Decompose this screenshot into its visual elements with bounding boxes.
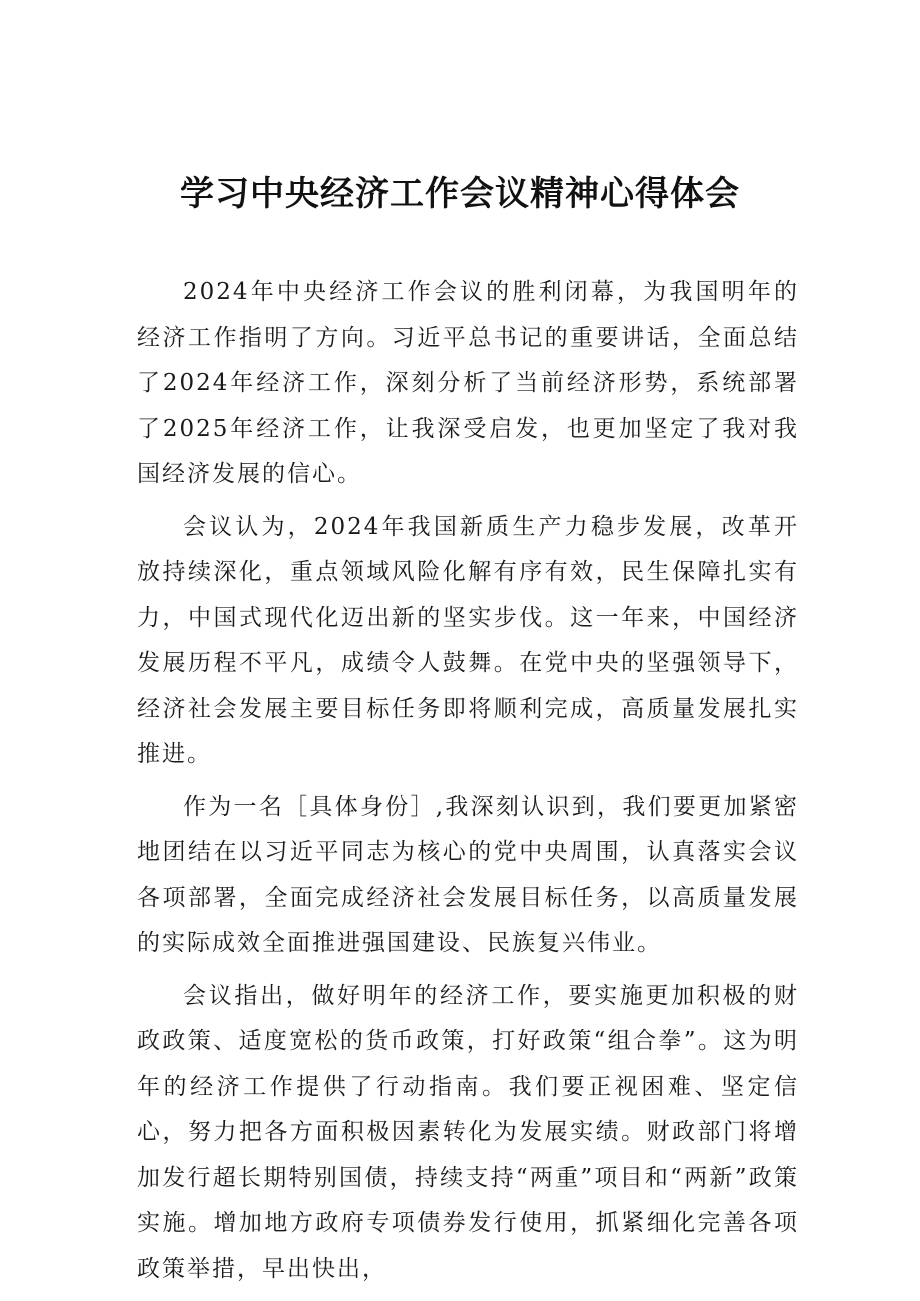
paragraph-1: 2024年中央经济工作会议的胜利闭幕，为我国明年的经济工作指明了方向。习近平总书记的重要讲话，全面总结了2024年经济工作，深刻分析了当前经济形势，系统部署了2025年经济工作，让我深受启发，也更加坚定了我对我国经济发展的信心。 [137,279,799,487]
paragraph-2: 会议认为，2024年我国新质生产力稳步发展，改革开放持续深化，重点领域风险化解有序有效，民生保障扎实有力，中国式现代化迈出新的坚实步伐。这一年来，中国经济发展历程不平凡，成绩令人鼓舞。在党中央的坚强领导下，经济社会发展主要目标任务即将顺利完成，高质量发展扎实推进。 [137,513,799,767]
paragraph-4: 会议指出，做好明年的经济工作，要实施更加积极的财政政策、适度宽松的货币政策，打好政策“组合拳”。这为明年的经济工作提供了行动指南。我们要正视困难、坚定信心，努力把各方面积极因素转化为发展实绩。财政部门将增加发行超长期特别国债，持续支持“两重”项目和“两新”政策实施。增加地方政府专项债券发行使用，抓紧细化完善各项政策举措，早出快出， [137,982,799,1282]
paragraph-3: 作为一名［具体身份］,我深刻认识到，我们要更加紧密地团结在以习近平同志为核心的党中央周围，认真落实会议各项部署，全面完成经济社会发展目标任务，以高质量发展的实际成效全面推进强国建设、民族复兴伟业。 [137,793,799,956]
document-body [137,270,799,1292]
document-title: 学习中央经济工作会议精神心得体会 [180,174,740,214]
